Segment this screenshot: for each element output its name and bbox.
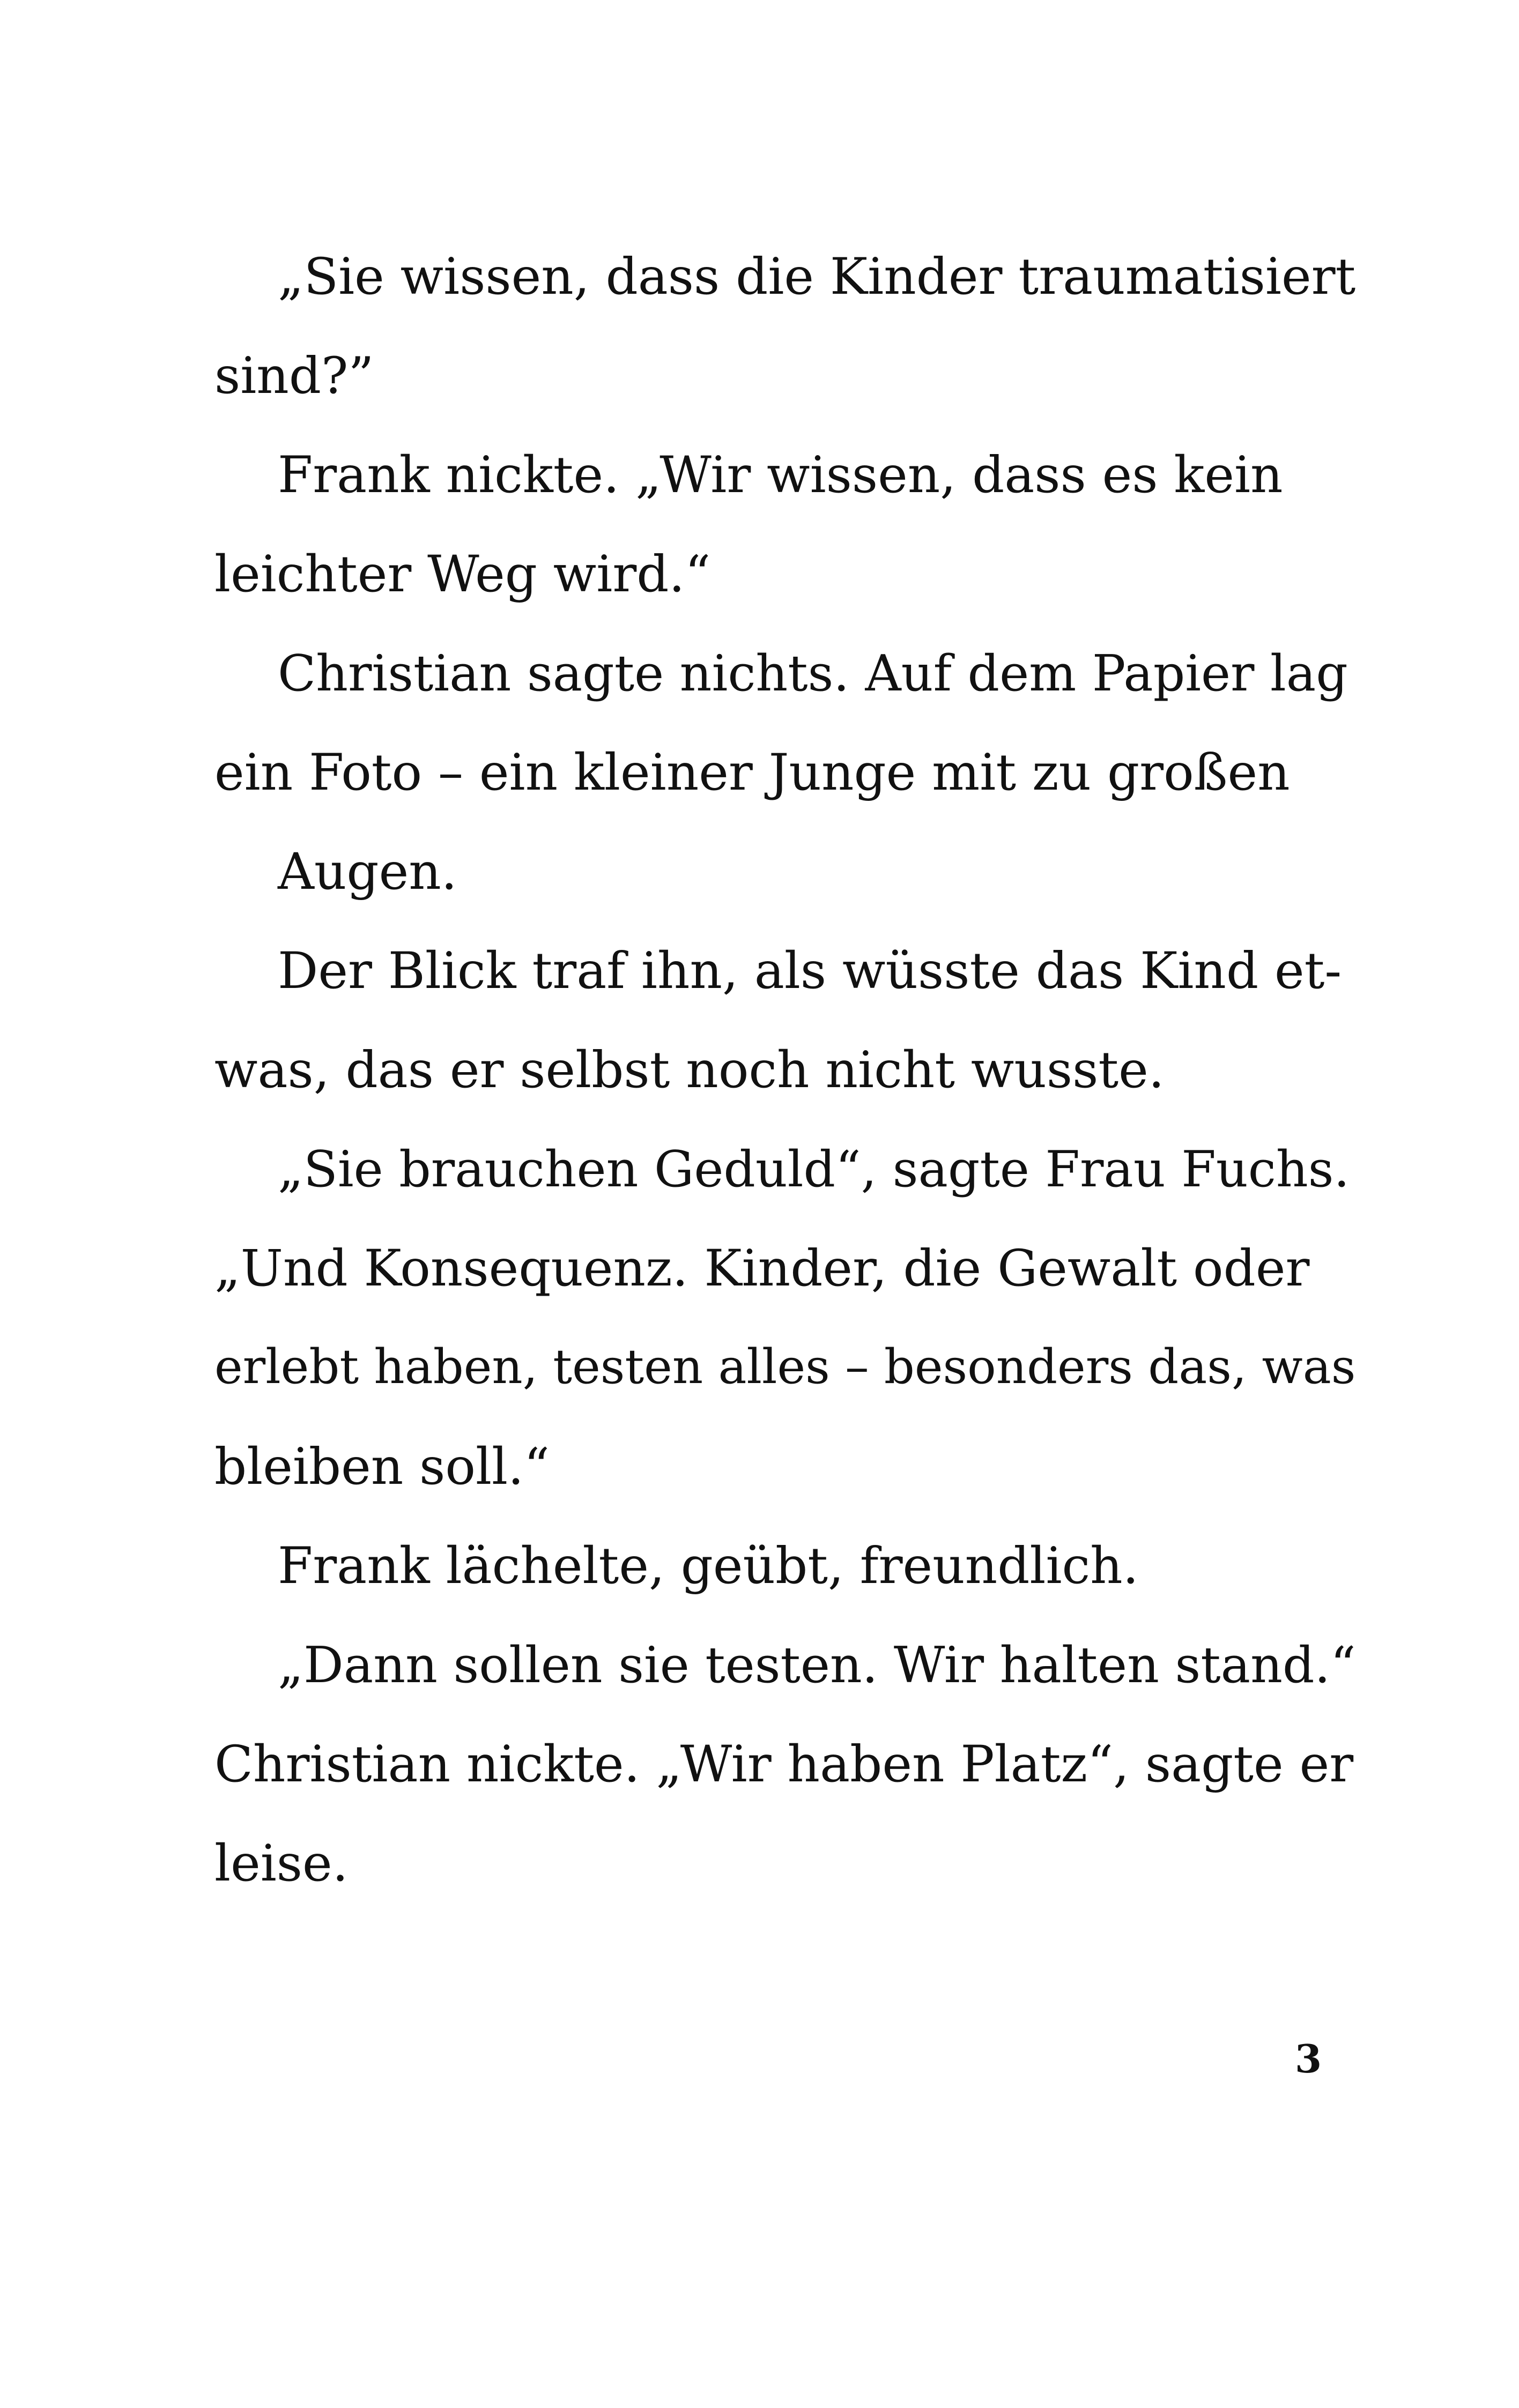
text-line: bleiben soll.“: [214, 1438, 550, 1496]
text-line: Frank nickte. „Wir wissen, dass es kein: [278, 446, 1283, 504]
text-line: Christian sagte nichts. Auf dem Papier lag: [278, 644, 1348, 702]
text-line: leise.: [214, 1834, 349, 1893]
text-line: Der Blick traf ihn, als wüsste das Kind et-: [278, 942, 1342, 1000]
text-line: Augen.: [278, 843, 457, 901]
text-line: leichter Weg wird.“: [214, 545, 711, 604]
text-line: „Und Konsequenz. Kinder, die Gewalt oder: [214, 1239, 1310, 1298]
text-line: ein Foto – ein kleiner Junge mit zu großen: [214, 744, 1290, 802]
text-line: „Sie wissen, dass die Kinder traumatisiert: [278, 248, 1356, 306]
text-line: „Dann sollen sie testen. Wir halten stand.“: [278, 1636, 1356, 1694]
text-line: was, das er selbst noch nicht wusste.: [214, 1041, 1165, 1099]
text-line: sind?”: [214, 347, 374, 405]
text-line: „Sie brauchen Geduld“, sagte Frau Fuchs.: [278, 1140, 1350, 1198]
text-line: erlebt haben, testen alles – besonders das, was: [214, 1339, 1356, 1394]
text-line: Christian nickte. „Wir haben Platz“, sagte er: [214, 1735, 1354, 1794]
page-number: 3: [1295, 2036, 1322, 2082]
text-line: Frank lächelte, geübt, freundlich.: [278, 1537, 1139, 1595]
